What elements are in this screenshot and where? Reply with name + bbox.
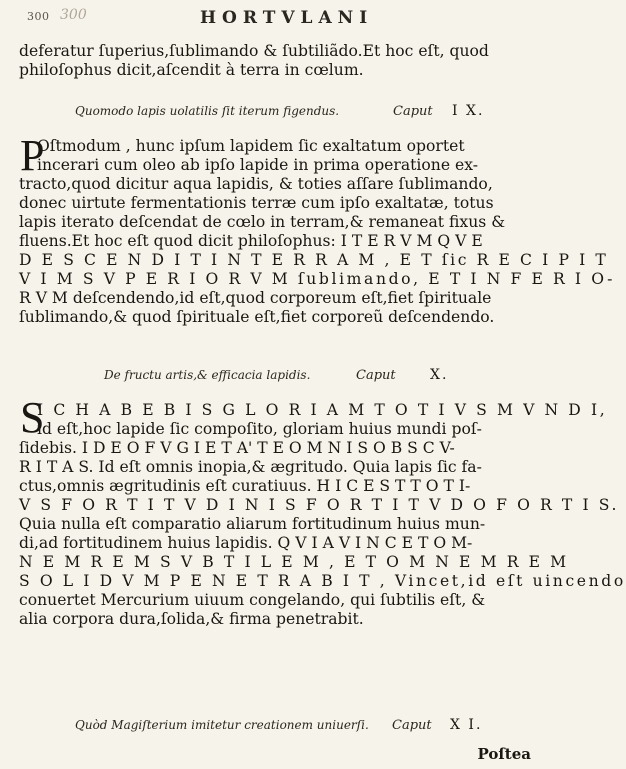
handwritten-page-number: 300 [60, 7, 87, 23]
chapter-9-text [19, 131, 616, 327]
chapter-11-number: X I. [450, 717, 483, 733]
chapter-10-text [19, 401, 626, 629]
text-line: Quia nulla eſt comparatio aliarum fortitudinum huius mun- [19, 515, 486, 533]
chapter-10-heading: De fructu artis,& efficacia lapidis. [104, 368, 311, 382]
text-line: deferatur ſuperius,ſublimando & ſubtiliãdo.Et hoc eſt, quod [19, 42, 489, 60]
text-line: conuertet Mercurium uiuum congelando, qui ſubtilis eſt, & [19, 591, 486, 609]
drop-cap-p: P [20, 131, 45, 180]
text-line: D E S C E N D I T I N T E R R A M , E T ſic R E C I P I T [19, 251, 609, 269]
text-line: R I T A S. Id eſt omnis inopia,& ægritudo. Quia lapis ſic fa- [19, 458, 482, 476]
text-line: S O L I D V M P E N E T R A B I T , Vincet,id eſt uincendo [19, 572, 626, 590]
text-line: donec uirtute fermentationis terræ cum ipſo exaltatæ, totus [19, 194, 494, 212]
text-line: ctus,omnis ægritudinis eſt curatiuus. H I C E S T T O T I- [19, 477, 471, 495]
text-line: N E M R E M S V B T I L E M , E T O M N E M R E M [19, 553, 569, 571]
chapter-9-caput: Caput [393, 104, 433, 119]
text-line: lapis iterato deſcendat de cœlo in terram,& remaneat fixus & [19, 213, 506, 231]
running-title: HORTVLANI [200, 8, 374, 28]
text-line: incerari cum oleo ab ipſo lapide in prima operatione ex- [37, 156, 479, 174]
text-line: philoſophus dicit,aſcendit à terra in cœlum. [19, 61, 364, 79]
text-line: tracto,quod dicitur aqua lapidis, & toties aſſare ſublimando, [19, 175, 493, 193]
text-line: ſidebis. I D E O F V G I E T A' T E O M N I S O B S C V- [19, 439, 455, 457]
text-line: di,ad fortitudinem huius lapidis. Q V I A V I N C E T O M- [19, 534, 473, 552]
catchword: Poſtea [477, 745, 531, 763]
text-line: ſublimando,& quod ſpirituale eſt,fiet corporeũ deſcendendo. [19, 308, 495, 326]
chapter-11-heading: Quòd Magiſterium imitetur creationem uniuerſi. [75, 718, 369, 732]
page-number: 300 [27, 10, 50, 23]
opening-paragraph [19, 42, 541, 80]
text-line: V S F O R T I T V D I N I S F O R T I T V D O F O R T I S. [19, 496, 620, 514]
chapter-9-heading: Quomodo lapis uolatilis ſit iterum figendus. [75, 104, 340, 118]
drop-cap-s: S [20, 393, 45, 442]
text-line: I C H A B E B I S G L O R I A M T O T I V S M V N D I, [37, 401, 608, 419]
text-line: id eſt,hoc lapide ſic compoſito, gloriam huius mundi poſ- [37, 420, 482, 438]
text-line: R V M deſcendendo,id eſt,quod corporeum eſt,fiet ſpirituale [19, 289, 492, 307]
text-line: V I M S V P E R I O R V M ſublimando, E T I N F E R I O- [19, 270, 616, 288]
page-header [0, 8, 553, 32]
chapter-10-number: X. [430, 367, 449, 383]
text-line: fluens.Et hoc eſt quod dicit philoſophus: I T E R V M Q V E [19, 232, 483, 250]
text-line: alia corpora dura,ſolida,& firma penetrabit. [19, 610, 364, 628]
chapter-9-number: I X. [452, 103, 485, 119]
chapter-11-caput: Caput [392, 718, 432, 733]
text-line: Oſtmodum , hunc ipſum lapidem ſic exaltatum oportet [37, 137, 465, 155]
chapter-10-caput: Caput [356, 368, 396, 383]
